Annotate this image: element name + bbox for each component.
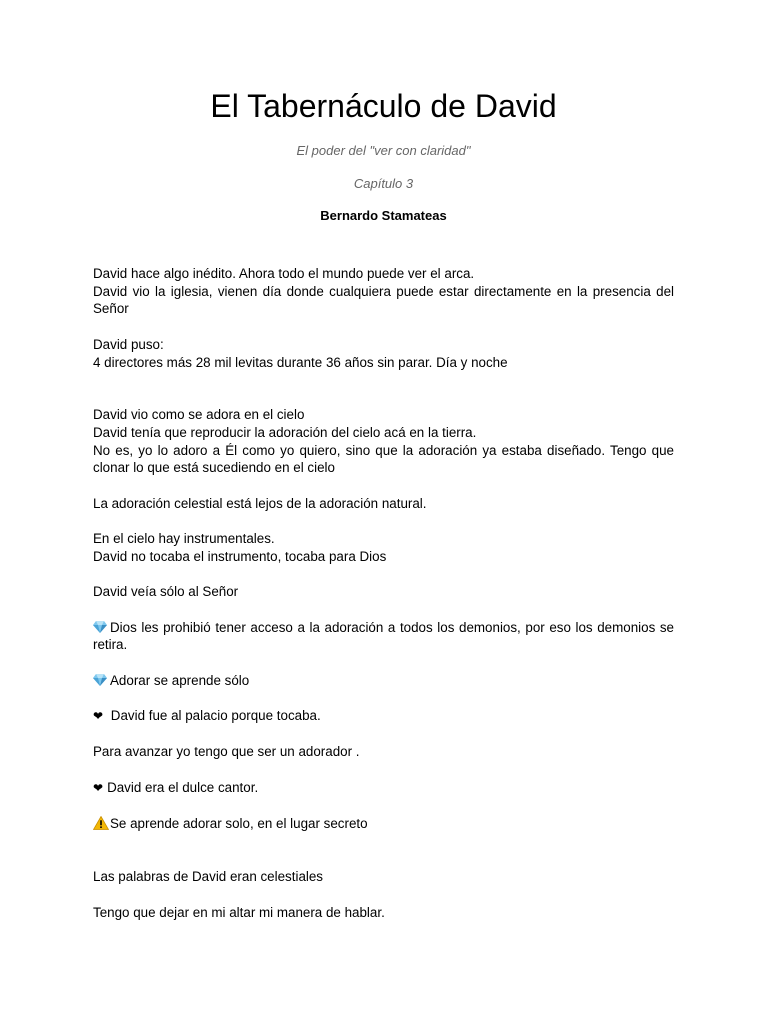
paragraph-text: Adorar se aprende sólo: [110, 672, 250, 688]
paragraph: [93, 672, 674, 690]
paragraph: [93, 815, 674, 833]
paragraph: Para avanzar yo tengo que ser un adorador .: [93, 744, 360, 760]
paragraph: Las palabras de David eran celestiales: [93, 869, 324, 885]
paragraph-text: Dios les prohibió tener acceso a la adoración a todos los demonios, por eso los demonios se retira.: [93, 619, 674, 653]
paragraph: En el cielo hay instrumentales.: [93, 531, 275, 547]
chapter-label: Capítulo 3: [353, 176, 414, 191]
paragraph: No es, yo lo adoro a Él como yo quiero, sino que la adoración ya estaba diseñado. Tengo que clonar lo que está sucediendo en el cielo: [93, 442, 674, 476]
author-name: Bernardo Stamateas: [320, 208, 447, 223]
heart-icon: ❤: [93, 709, 104, 724]
paragraph: David puso:: [93, 336, 164, 352]
paragraph-text: David era el dulce cantor.: [107, 779, 259, 795]
paragraph: Tengo que dejar en mi altar mi manera de hablar.: [93, 904, 385, 920]
heart-icon: ❤: [93, 780, 104, 795]
paragraph: David tenía que reproducir la adoración del cielo acá en la tierra.: [93, 424, 477, 440]
gem-stone-icon: [93, 674, 107, 686]
paragraph: David no tocaba el instrumento, tocaba para Dios: [93, 548, 387, 564]
paragraph: David vio la iglesia, vienen día donde cualquiera puede estar directamente en la presencia del Señor: [93, 283, 674, 317]
paragraph-text: Se aprende adorar solo, en el lugar secreto: [110, 816, 368, 832]
paragraph: [93, 779, 674, 798]
paragraph: David veía sólo al Señor: [93, 584, 239, 600]
document-subtitle: El poder del "ver con claridad": [296, 143, 471, 158]
paragraph: David hace algo inédito. Ahora todo el mundo puede ver el arca.: [93, 266, 475, 281]
paragraph-text: David fue al palacio porque tocaba.: [107, 708, 321, 724]
document-body: [93, 265, 674, 921]
document-title: El Tabernáculo de David: [210, 88, 557, 124]
warning-icon: [93, 816, 109, 830]
paragraph: [93, 707, 674, 726]
paragraph: [93, 619, 674, 654]
gem-stone-icon: [93, 621, 107, 633]
paragraph: La adoración celestial está lejos de la adoración natural.: [93, 495, 427, 511]
paragraph: David vio como se adora en el cielo: [93, 407, 305, 423]
paragraph: 4 directores más 28 mil levitas durante 36 años sin parar. Día y noche: [93, 354, 508, 370]
